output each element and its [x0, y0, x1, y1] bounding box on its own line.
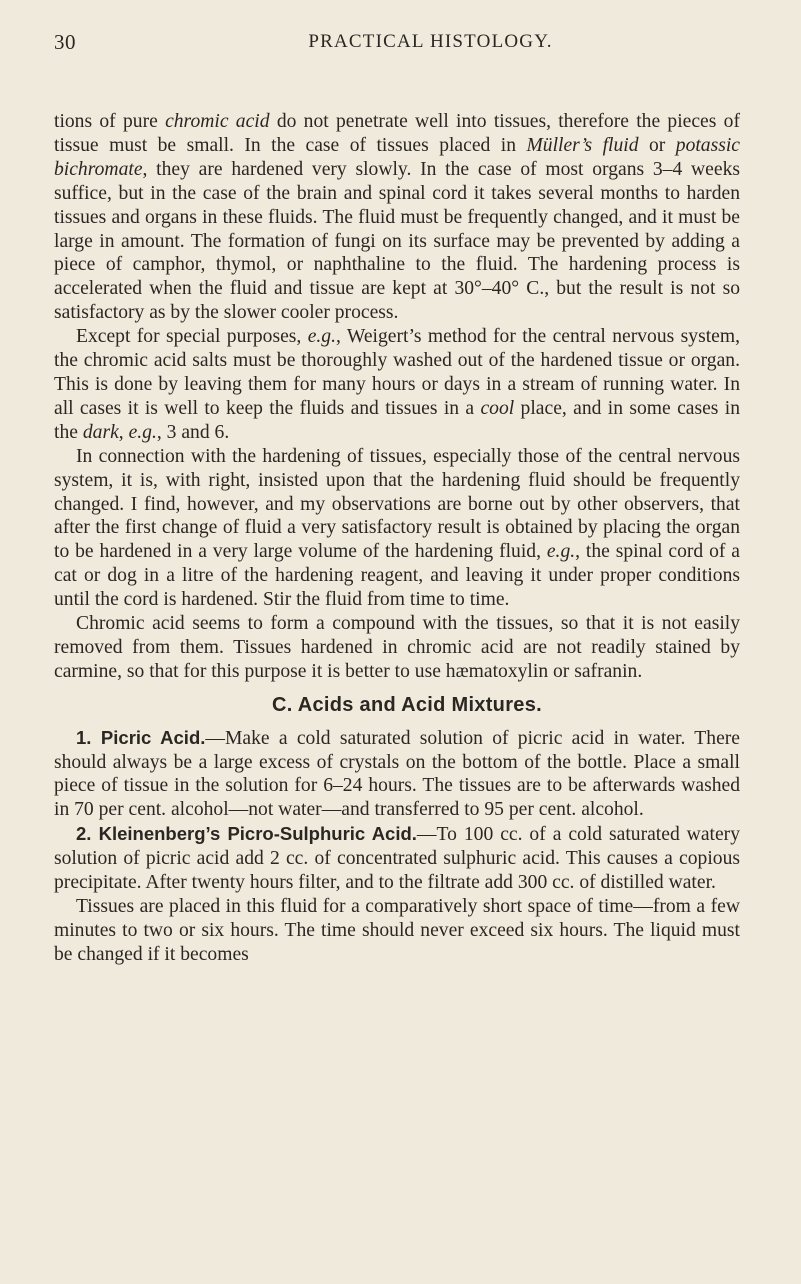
numbered-item — [54, 726, 740, 823]
italic-term: e.g. — [128, 421, 157, 443]
closing-paragraph: Tissues are placed in this fluid for a comparatively short space of time—from a few minutes to two or six hours. The time should never exceed six hours. The liquid must be changed if it becomes — [54, 896, 740, 965]
paragraph — [54, 445, 740, 612]
text-run: place, and in some cases in the — [54, 397, 741, 443]
text-run: Chromic acid seems to form a compound with the tissues, so that it is not easily removed from them. Tissues hardened in chromic acid are not readily stained by carmine, so that for this purpose it is better to use hæmatoxylin or safranin. — [54, 613, 740, 682]
running-head: PRACTICAL HISTOLOGY. — [308, 31, 553, 52]
italic-term: Müller’s fluid — [526, 134, 639, 156]
numbered-item — [54, 822, 740, 895]
text-run: , 3 and 6. — [156, 421, 230, 443]
page-number: 30 — [54, 30, 76, 54]
section-heading: C. Acids and Acid Mixtures. — [271, 693, 542, 716]
item-text: —Make a cold saturated solution of picric acid in water. There should always be a large excess of crystals on the bottom of the bottle. Place a small piece of tissue in the solution for 6–24 hours. The tissues are to be afterwards washed in 70 per cent. alcohol—not water—and transferred to 95 per cent. alcohol. — [54, 727, 740, 821]
body-text — [54, 110, 740, 967]
paragraph — [54, 612, 740, 684]
italic-term: potassic bichromate — [54, 134, 740, 180]
italic-term: e.g. — [546, 541, 576, 563]
text-run: do not penetrate well into tissues, therefore the pieces of tissue must be small. In the case of tissues placed in — [54, 111, 740, 156]
text-run: Except for special purposes, — [76, 326, 308, 348]
italic-term: cool — [480, 397, 515, 419]
item-lead: 2. Kleinenberg’s Picro-Sulphuric Acid. — [76, 823, 417, 845]
paragraph — [54, 110, 740, 325]
italic-term: chromic acid — [165, 111, 270, 132]
text-run: , Weigert’s method for the central nervous system, the chromic acid salts must be thoroughly washed out of the hardened tissue or organ. This is done by leaving them for many hours or days in a stream of running water. In all cases it is well to keep the fluids and tissues in a — [54, 326, 740, 419]
text-run: , they are hardened very slowly. In the case of most organs 3–4 weeks suffice, but in the case of the brain and spinal cord it takes several months to harden tissues and organs in these fluids. The fluid must be frequently changed, and it must be large in amount. The formation of fungi on its surface may be prevented by adding a piece of camphor, thymol, or naphthaline to the fluid. The hardening process is accelerated when the fluid and tissue are kept at 30°–40° C., but the result is not so satisfactory as by the slower cooler process. — [54, 158, 740, 324]
text-run: In connection with the hardening of tissues, especially those of the central nervous system, it is, with right, insisted upon that the hardening fluid should be frequently changed. I find, however, and my observations are borne out by other observers, that after the first change of fluid a very satisfactory result is obtained by placing the organ to be hardened in a very large volume of the hardening fluid, — [54, 445, 740, 563]
paragraph — [54, 325, 740, 445]
text-run: , the spinal cord of a cat or dog in a litre of the hardening reagent, and leaving it under proper conditions until the cord is hardened. Stir the fluid from time to time. — [54, 541, 740, 611]
text-run: or — [638, 134, 676, 156]
item-lead: 1. Picric Acid. — [76, 726, 206, 748]
item-text: —To 100 cc. of a cold saturated watery solution of picric acid add 2 cc. of concentrated sulphuric acid. This causes a copious precipitate. After twenty hours filter, and to the filtrate add 300 cc. of distilled water. — [54, 824, 740, 894]
text-run: tions of pure — [54, 111, 166, 132]
italic-term: dark — [82, 421, 119, 443]
page-header — [54, 30, 747, 64]
text-run: , — [118, 421, 129, 443]
italic-term: e.g. — [307, 326, 336, 348]
